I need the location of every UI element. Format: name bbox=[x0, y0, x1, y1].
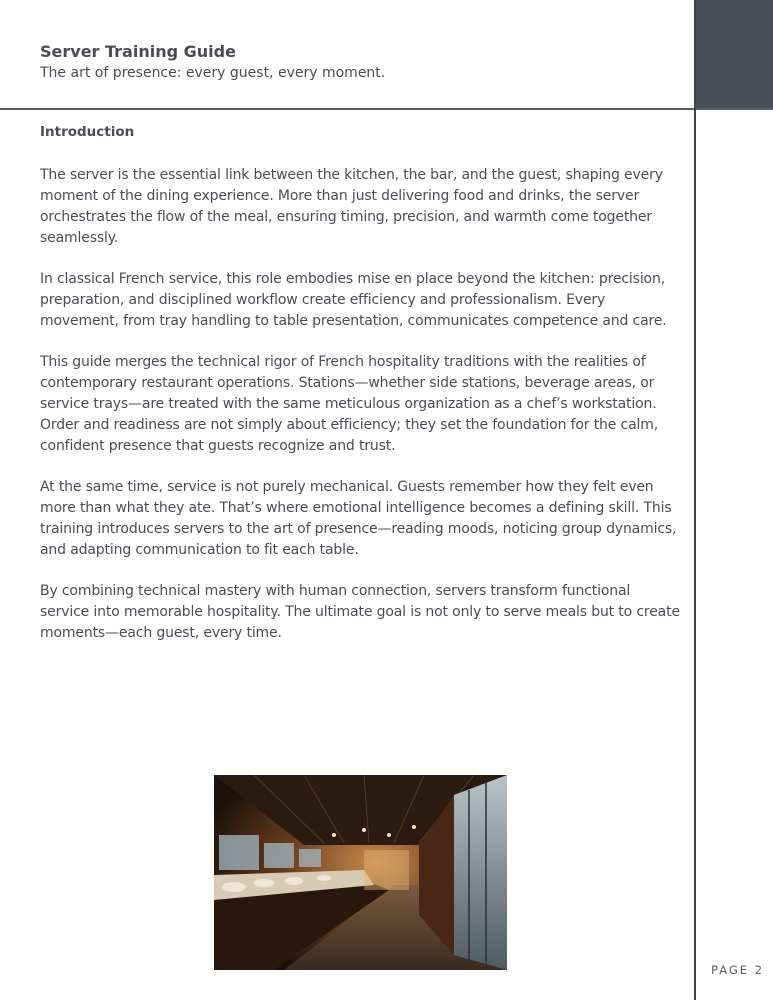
paragraph: By combining technical mastery with human connection, servers transform functional service into memorable hospitality. The ultimate goal is not only to serve meals but to create moments—each guest, every time. bbox=[40, 583, 680, 641]
header-divider bbox=[0, 108, 773, 110]
paragraph: In classical French service, this role embodies mise en place beyond the kitchen: precision, preparation, and disciplined workflow create efficiency and professionalism. Every movement, from tray handling to table presentation, communicates competence and care. bbox=[40, 271, 667, 329]
restaurant-interior-photo bbox=[214, 775, 507, 970]
header-accent-block bbox=[696, 0, 773, 108]
section-body bbox=[40, 165, 682, 664]
document-title: Server Training Guide bbox=[40, 42, 236, 61]
margin-divider bbox=[694, 0, 696, 1000]
document-subtitle: The art of presence: every guest, every moment. bbox=[40, 65, 386, 81]
paragraph: The server is the essential link between the kitchen, the bar, and the guest, shaping every moment of the dining experience. More than just delivering food and drinks, the server orchestrates the flow of the meal, ensuring timing, precision, and warmth come together seamlessly. bbox=[40, 167, 663, 246]
page-number: PAGE 2 bbox=[711, 963, 765, 977]
paragraph: This guide merges the technical rigor of French hospitality traditions with the realities of contemporary restaurant operations. Stations—whether side stations, beverage areas, or service trays—are treated with the same meticulous organization as a chef’s workstation. Order and readiness are not simply about efficiency; they set the foundation for the calm, confident presence that guests recognize and trust. bbox=[40, 354, 659, 454]
section-heading: Introduction bbox=[40, 124, 135, 140]
paragraph: At the same time, service is not purely mechanical. Guests remember how they felt even more than what they ate. That’s where emotional intelligence becomes a defining skill. This training introduces servers to the art of presence—reading moods, noticing group dynamics, and adapting communication to fit each table. bbox=[40, 479, 677, 558]
